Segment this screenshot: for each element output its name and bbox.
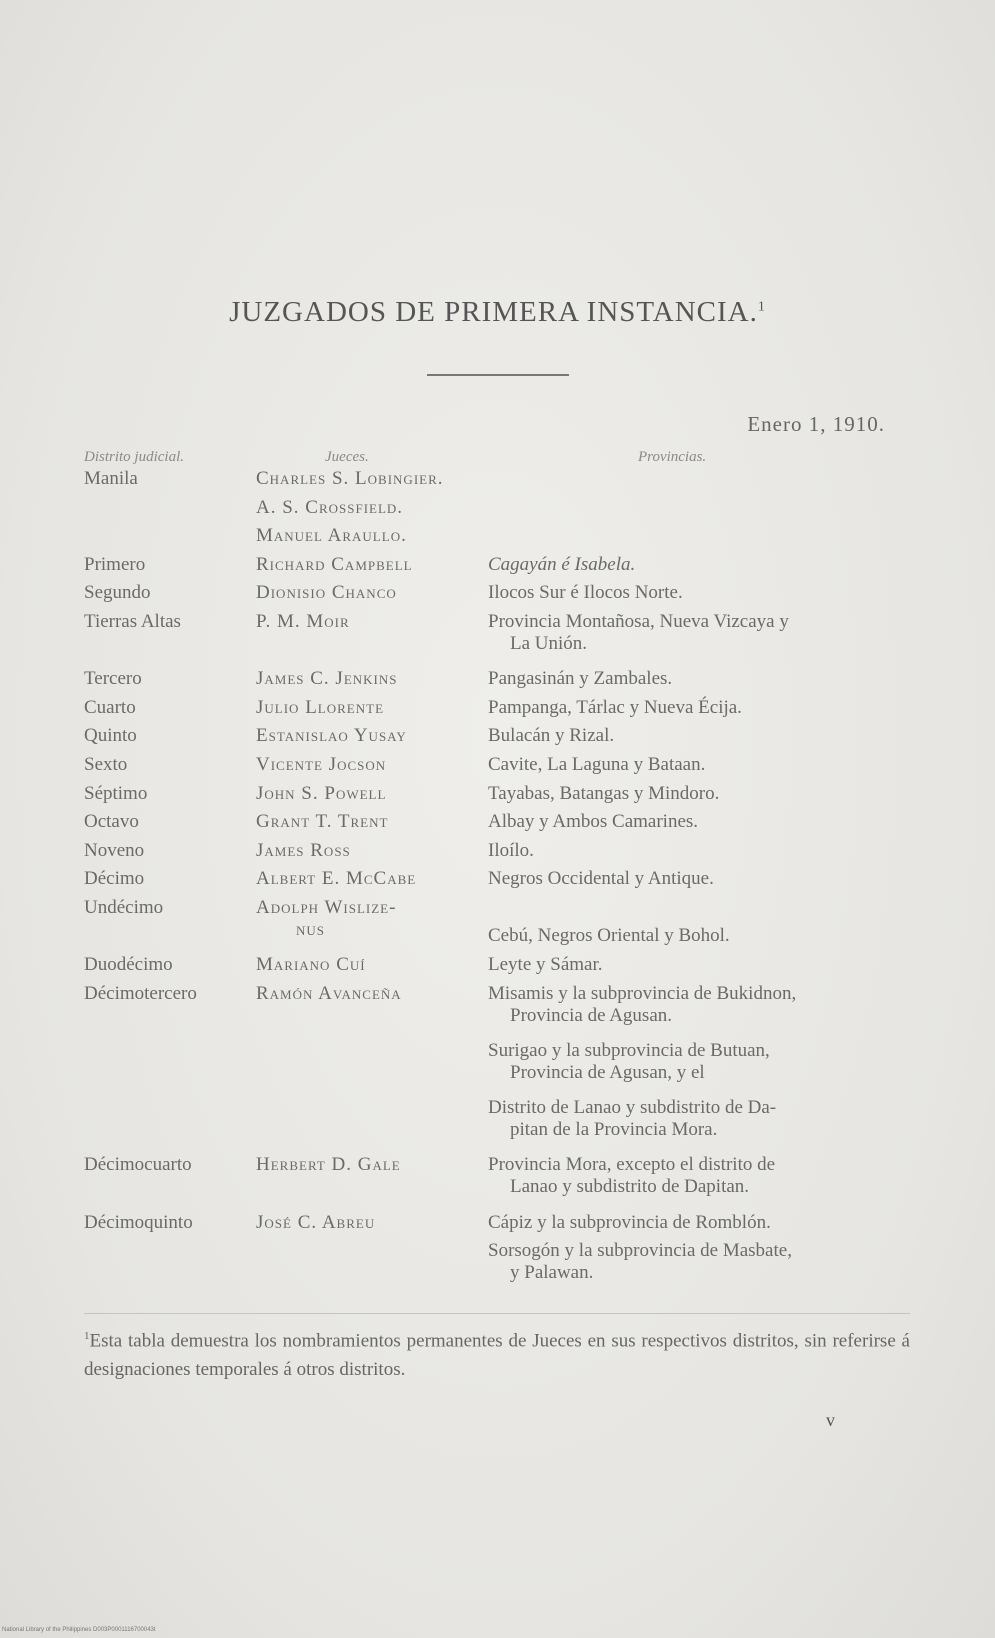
provinces-text: Cavite, La Laguna y Bataan.	[488, 754, 706, 775]
judge-name: José C. Abreu	[256, 1211, 376, 1233]
district-cell: Noveno	[84, 839, 145, 861]
provinces-text: Negros Occidental y Antique.	[488, 868, 714, 890]
footnote	[84, 1322, 910, 1384]
district-cell: Décimocuarto	[84, 1154, 192, 1176]
date-line: Enero 1, 1910.	[747, 412, 885, 436]
provinces-cell	[488, 840, 908, 862]
table-row	[0, 868, 995, 897]
table-row	[0, 840, 995, 869]
provinces-continuation: Provincia de Agusan.	[510, 1004, 673, 1026]
judge-cell	[256, 983, 402, 1005]
table-row	[0, 554, 995, 583]
judge-name: John S. Powell	[256, 782, 387, 804]
judge-cell	[256, 468, 444, 490]
provinces-text: Surigao y la subprovincia de Butuan,	[488, 1040, 770, 1061]
judge-name: Vicente Jocson	[256, 754, 387, 775]
judge-cell	[256, 954, 366, 976]
provinces-cell	[488, 611, 908, 655]
judge-name: Dionisio Chanco	[256, 582, 397, 604]
provinces-text: Leyte y Sámar.	[488, 954, 603, 976]
judge-name: Grant T. Trent	[256, 811, 389, 833]
header-provinces: Provincias.	[638, 449, 707, 465]
title-rule	[427, 374, 569, 376]
judge-cell	[256, 611, 350, 633]
district-cell: Segundo	[84, 582, 151, 604]
provinces-cell	[488, 1154, 908, 1198]
provinces-text: Cagayán é Isabela.	[488, 553, 636, 575]
provinces-cell	[488, 1097, 908, 1141]
judge-cell	[256, 754, 386, 776]
judge-name: Mariano Cuí	[256, 954, 366, 976]
table-row	[0, 497, 995, 526]
district-cell: Primero	[84, 553, 146, 575]
provinces-text: Iloílo.	[488, 839, 534, 861]
provinces-cell	[488, 811, 908, 833]
district-cell: Quinto	[84, 725, 137, 747]
district-cell: Undécimo	[84, 897, 164, 918]
provinces-text: Pampanga, Tárlac y Nueva Écija.	[488, 696, 742, 718]
scan-credit: National Library of the Philippines D003P0001116700043t	[2, 1627, 156, 1633]
table-row	[0, 783, 995, 812]
judge-cell	[256, 725, 407, 747]
table-row	[0, 611, 995, 654]
judge-cell	[256, 811, 388, 833]
provinces-cell	[488, 582, 908, 604]
judge-name: Manuel Araullo.	[256, 525, 407, 547]
judge-name: Adolph Wislize-	[256, 897, 397, 918]
district-cell: Octavo	[84, 811, 139, 833]
provinces-text: Cebú, Negros Oriental y Bohol.	[488, 925, 730, 946]
provinces-continuation: Provincia de Agusan, y el	[510, 1062, 705, 1083]
judge-cell	[256, 668, 398, 690]
judge-name: Ramón Avanceña	[256, 982, 402, 1004]
table-row	[0, 668, 995, 697]
table-row	[0, 1097, 995, 1141]
district-cell: Décimo	[84, 868, 145, 890]
provinces-text: Distrito de Lanao y subdistrito de Da-	[488, 1097, 777, 1119]
judge-name: Charles S. Lobingier.	[256, 468, 444, 489]
judge-cell	[256, 582, 397, 604]
judge-cell	[256, 1212, 375, 1234]
judge-name: P. M. Moir	[256, 611, 350, 632]
provinces-text: Sorsogón y la subprovincia de Masbate,	[488, 1240, 792, 1262]
table-row	[0, 1154, 995, 1198]
district-cell: Cuarto	[84, 696, 136, 718]
provinces-text: Pangasinán y Zambales.	[488, 668, 673, 690]
judge-name: James Ross	[256, 839, 351, 861]
judge-cell	[256, 525, 407, 547]
provinces-cell	[488, 783, 908, 805]
district-cell: Décimoquinto	[84, 1211, 193, 1233]
table-row	[0, 982, 995, 1026]
provinces-cell	[488, 1212, 908, 1234]
table-row	[0, 697, 995, 726]
district-cell: Tierras Altas	[84, 611, 181, 632]
header-judges: Jueces.	[325, 449, 369, 465]
table-row	[0, 1040, 995, 1083]
table-row	[0, 811, 995, 840]
footnote-rule	[84, 1313, 910, 1314]
footnote-text: Esta tabla demuestra los nombramientos permanentes de Jueces en sus respectivos distritos, sin referirse á designaciones temporales á otros distritos.	[84, 1330, 910, 1381]
judge-cell	[256, 783, 386, 805]
table-row	[0, 754, 995, 783]
judge-name: Richard Campbell	[256, 553, 413, 575]
provinces-continuation: Lanao y subdistrito de Dapitan.	[510, 1176, 750, 1198]
provinces-cell	[488, 868, 908, 890]
judge-cell	[256, 897, 396, 941]
judge-name: Estanislao Yusay	[256, 725, 407, 747]
judge-cell	[256, 840, 351, 862]
table-row	[0, 725, 995, 754]
provinces-text: Misamis y la subprovincia de Bukidnon,	[488, 982, 797, 1004]
judge-name: James C. Jenkins	[256, 668, 398, 690]
provinces-text: Provincia Mora, excepto el distrito de	[488, 1154, 776, 1176]
page-title: JUZGADOS DE PRIMERA INSTANCIA.$^1$	[229, 296, 766, 328]
district-cell: Sexto	[84, 754, 128, 775]
provinces-cell	[488, 983, 908, 1027]
header-district: Distrito judicial.	[84, 449, 185, 465]
district-cell: Manila	[84, 468, 138, 489]
district-cell: Duodécimo	[84, 954, 173, 976]
judge-cell	[256, 1154, 401, 1176]
provinces-cell	[488, 697, 908, 719]
provinces-cell	[488, 1240, 908, 1284]
page-number: v	[826, 1410, 835, 1430]
provinces-cell	[488, 754, 908, 776]
provinces-cell	[488, 897, 908, 947]
provinces-cell	[488, 554, 908, 576]
footnote-mark: 1	[84, 1330, 90, 1342]
provinces-cell	[488, 668, 908, 690]
provinces-cell	[488, 725, 908, 747]
judge-cell	[256, 868, 416, 890]
provinces-cell	[488, 1040, 908, 1084]
provinces-continuation: La Unión.	[510, 633, 588, 654]
table-row	[0, 468, 995, 497]
table-row	[0, 1212, 995, 1241]
provinces-continuation: y Palawan.	[510, 1262, 594, 1284]
title-footnote-mark: 1	[757, 299, 766, 315]
judge-name: Herbert D. Gale	[256, 1154, 401, 1176]
judge-name-continuation: nus	[296, 919, 326, 940]
provinces-continuation: pitan de la Provincia Mora.	[510, 1119, 718, 1141]
table-row	[0, 954, 995, 983]
district-cell: Décimotercero	[84, 982, 197, 1004]
provinces-cell	[488, 954, 908, 976]
table-row	[0, 525, 995, 554]
judge-cell	[256, 697, 384, 719]
judge-name: A. S. Crossfield.	[256, 496, 404, 518]
provinces-text: Tayabas, Batangas y Mindoro.	[488, 782, 720, 804]
district-cell: Séptimo	[84, 782, 148, 804]
table-row	[0, 582, 995, 611]
table-row	[0, 897, 995, 946]
judge-cell	[256, 554, 413, 576]
judge-name: Julio Llorente	[256, 696, 385, 718]
provinces-text: Bulacán y Rizal.	[488, 725, 615, 747]
district-cell: Tercero	[84, 668, 142, 690]
provinces-text: Provincia Montañosa, Nueva Vizcaya y	[488, 611, 789, 632]
judge-name: Albert E. McCabe	[256, 868, 417, 890]
provinces-text: Albay y Ambos Camarines.	[488, 811, 699, 833]
judge-cell	[256, 497, 403, 519]
provinces-text: Cápiz y la subprovincia de Romblón.	[488, 1211, 771, 1233]
provinces-text: Ilocos Sur é Ilocos Norte.	[488, 582, 683, 604]
table-row	[0, 1240, 995, 1284]
